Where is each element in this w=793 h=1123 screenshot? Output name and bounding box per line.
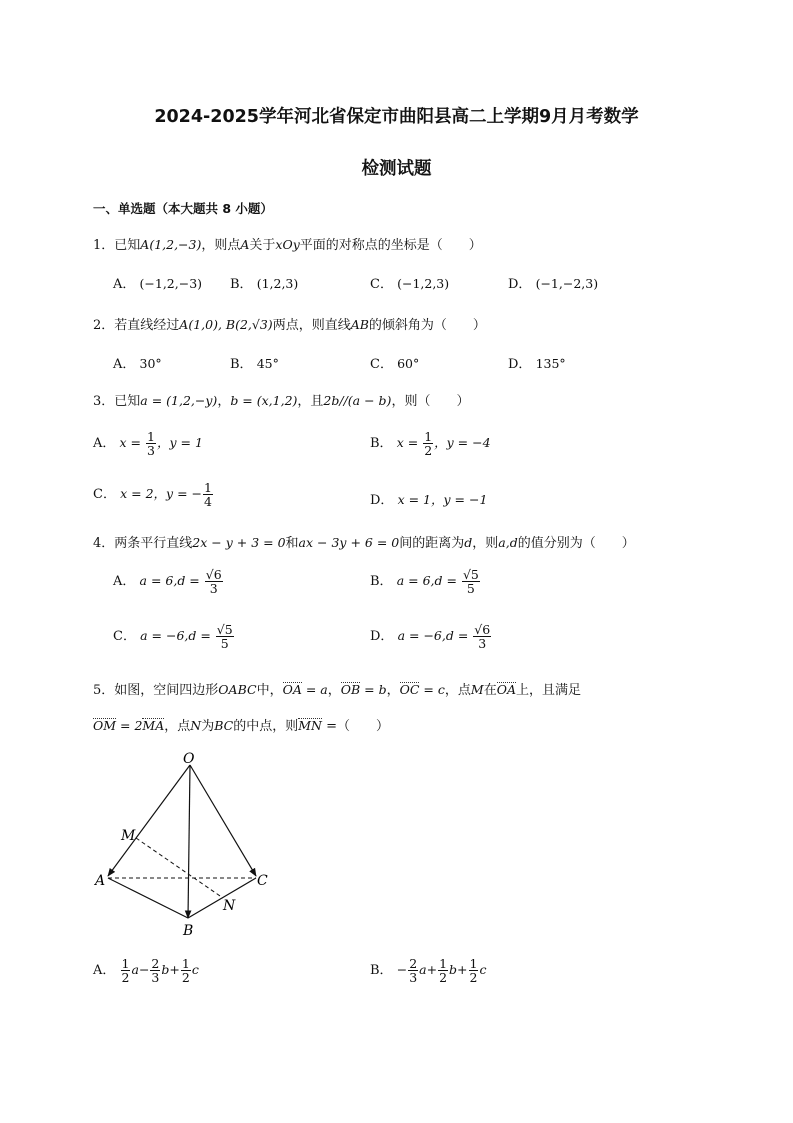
label-A: A <box>95 873 106 889</box>
frac-den: 2 <box>424 443 433 458</box>
option-value: 60° <box>397 356 420 371</box>
fraction <box>408 957 418 984</box>
q3-vector-a: a = (1,2,−y) <box>140 393 218 408</box>
frac-num: √5 <box>216 622 233 637</box>
q2-option-d[interactable] <box>508 353 566 372</box>
frac-num: √5 <box>462 567 479 582</box>
q5-text-f: ，点 <box>164 719 191 734</box>
frac-num: 1 <box>439 956 448 971</box>
q5-eq-b: = b <box>360 682 387 697</box>
q3-vector-b: b = (x,1,2) <box>230 393 298 408</box>
q5-text-b: 中， <box>256 683 283 698</box>
option-value: 30° <box>139 356 162 371</box>
option-value: (1,2,3) <box>256 276 299 291</box>
option-x: x = <box>396 435 423 450</box>
frac-num: 1 <box>147 429 155 444</box>
option-value: 135° <box>535 356 566 371</box>
frac-den: 2 <box>469 970 478 985</box>
q5-option-a[interactable] <box>93 957 199 984</box>
q3-number: 3． <box>93 394 115 409</box>
fraction <box>150 957 160 984</box>
q5-eq-c: = c <box>419 682 445 697</box>
option-label: B． <box>230 277 253 292</box>
q5-vec-OA: OA <box>282 682 302 697</box>
option-x: x = 1 <box>397 492 432 507</box>
q3-text-b: ，且 <box>297 394 324 409</box>
frac-den: 2 <box>181 970 190 985</box>
q4-option-c[interactable] <box>113 623 235 650</box>
frac-num: √6 <box>205 567 222 582</box>
q4-eq1: 2x − y + 3 = 0 <box>192 535 286 550</box>
title-line-1: 2024-2025学年河北省保定市曲阳县高二上学期9月月考数学 <box>154 107 639 127</box>
vector-a: a <box>419 962 427 977</box>
frac-num: 1 <box>181 956 190 971</box>
q5-OABC: OABC <box>218 682 257 697</box>
option-pre: a = 6,d = <box>396 573 461 588</box>
q2-AB: AB <box>350 317 369 332</box>
q5-eq-m: = 2 <box>116 718 143 733</box>
q5-vec-OM: OM <box>93 718 117 733</box>
q3-option-d[interactable] <box>370 489 487 508</box>
tetrahedron-figure <box>90 748 280 938</box>
question-3 <box>93 390 469 409</box>
q2-points: A(1,0), B(2,√3) <box>179 317 273 332</box>
label-C: C <box>257 873 268 889</box>
label-M: M <box>121 828 136 844</box>
q2-text-b: 两点，则直线 <box>272 318 351 333</box>
option-label: C． <box>113 629 136 644</box>
q2-option-a[interactable] <box>113 353 162 372</box>
q5-text-i: =（ ） <box>321 719 389 734</box>
edge-OC <box>190 765 256 876</box>
q3-sep: ， <box>217 394 231 409</box>
option-x: x = <box>119 435 146 450</box>
fraction <box>462 568 480 595</box>
frac-num: 1 <box>204 480 212 495</box>
q4-d: d <box>464 535 473 550</box>
edge-OB <box>188 765 190 918</box>
q4-number: 4． <box>93 536 115 551</box>
q4-text-e: 的值分别为（ ） <box>517 536 635 551</box>
fraction <box>181 957 191 984</box>
title-line-2: 检测试题 <box>361 159 432 179</box>
q4-text-c: 间的距离为 <box>399 536 465 551</box>
fraction <box>203 481 213 508</box>
frac-den: 3 <box>209 581 218 596</box>
option-value: 45° <box>256 356 279 371</box>
question-5-line-1: 5．如图，空间四边形OABC中，OA = a，OB = b，OC = c，点M在OA上，且满足 <box>93 682 582 698</box>
q1-option-a[interactable] <box>113 273 202 292</box>
q4-option-b[interactable] <box>370 568 481 595</box>
vector-a: a <box>131 962 139 977</box>
q5-vec-OC: OC <box>399 682 420 697</box>
option-label: B． <box>370 436 393 451</box>
option-pre: a = 6,d = <box>139 573 204 588</box>
option-label: A． <box>93 436 116 451</box>
frac-den: 3 <box>409 970 418 985</box>
q5-eq-a: = a <box>301 682 328 697</box>
option-pre: a = −6,d = <box>397 628 473 643</box>
q1-option-d[interactable] <box>508 273 598 292</box>
q5-vec-MN: MN <box>298 718 322 733</box>
fraction <box>469 957 479 984</box>
vector-c: c <box>191 962 199 977</box>
q1-text-d: 平面的对称点的坐标是（ ） <box>299 238 482 253</box>
q1-point: A(1,2,−3) <box>140 237 202 252</box>
option-label: D． <box>370 629 394 644</box>
operator: − <box>138 962 150 977</box>
fraction <box>216 623 234 650</box>
frac-den: 5 <box>220 636 229 651</box>
q3-condition: 2b//(a − b) <box>323 393 392 408</box>
q5-vec-MA: MA <box>142 718 165 733</box>
option-label: D． <box>370 493 394 508</box>
frac-num: 1 <box>121 956 130 971</box>
q5-text-h: 的中点，则 <box>233 719 299 734</box>
q3-option-b[interactable] <box>370 430 491 457</box>
q5-text-d: 在 <box>483 683 497 698</box>
option-value: (−1,2,3) <box>397 276 450 291</box>
option-y: ，y = −1 <box>431 492 488 507</box>
q4-eq2: ax − 3y + 6 = 0 <box>298 535 400 550</box>
q5-option-b[interactable] <box>370 957 487 984</box>
q5-text-e: 上，且满足 <box>516 683 582 698</box>
q4-option-d[interactable] <box>370 623 492 650</box>
operator: + <box>457 962 468 977</box>
q4-ad: a,d <box>498 535 518 550</box>
q3-text-a: 已知 <box>114 394 141 409</box>
label-O: O <box>183 751 195 767</box>
option-label: C． <box>93 487 116 502</box>
vector-b: b <box>449 962 458 977</box>
option-lead: − <box>396 962 408 977</box>
option-value: (−1,2,−3) <box>139 276 203 291</box>
q5-vec-OB: OB <box>340 682 361 697</box>
section-heading: 一、单选题（本大题共 8 小题） <box>93 201 273 216</box>
operator: + <box>426 962 438 977</box>
q1-option-b[interactable] <box>230 273 298 292</box>
fraction <box>146 430 156 457</box>
vector-c: c <box>479 962 487 977</box>
label-B: B <box>183 923 194 938</box>
question-5-line-2 <box>93 715 389 734</box>
q2-number: 2． <box>93 318 115 333</box>
q3-option-c[interactable] <box>93 481 214 508</box>
q1-plane: xOy <box>275 237 300 252</box>
option-label: A． <box>113 357 136 372</box>
option-label: A． <box>113 277 136 292</box>
q4-option-a[interactable] <box>113 568 224 595</box>
q5-text-c: ，点 <box>444 683 471 698</box>
frac-den: 2 <box>121 970 130 985</box>
option-value: (−1,−2,3) <box>535 276 599 291</box>
option-label: D． <box>508 277 532 292</box>
option-x: x = 2 <box>120 486 154 501</box>
q5-N: N <box>190 718 202 733</box>
edge-AB <box>108 878 188 918</box>
frac-num: √6 <box>474 622 491 637</box>
frac-den: 3 <box>151 970 160 985</box>
option-label: B． <box>370 963 393 978</box>
q5-number: 5． <box>93 683 115 698</box>
q4-text-a: 两条平行直线 <box>114 536 193 551</box>
q4-text-d: ，则 <box>472 536 499 551</box>
frac-den: 2 <box>439 970 448 985</box>
frac-den: 3 <box>147 443 155 458</box>
q2-option-b[interactable] <box>230 353 279 372</box>
fraction <box>438 957 448 984</box>
q5-text-g: 为 <box>201 719 215 734</box>
q2-text-c: 的倾斜角为（ ） <box>368 318 486 333</box>
q1-number: 1． <box>93 238 115 253</box>
option-label: D． <box>508 357 532 372</box>
segment-MN-hidden <box>136 838 223 898</box>
frac-num: 2 <box>409 956 418 971</box>
option-y: ，y = 1 <box>156 435 203 450</box>
fraction <box>473 623 491 650</box>
q1-text-b: ，则点 <box>201 238 241 253</box>
fraction <box>423 430 433 457</box>
option-label: C． <box>370 357 393 372</box>
q3-option-a[interactable] <box>93 430 203 457</box>
q5-BC: BC <box>214 718 234 733</box>
option-label: A． <box>93 963 116 978</box>
frac-den: 5 <box>466 581 475 596</box>
question-4 <box>93 532 635 551</box>
frac-den: 4 <box>204 494 212 509</box>
option-label: C． <box>370 277 393 292</box>
operator: + <box>169 962 180 977</box>
q3-text-c: ，则（ ） <box>391 394 470 409</box>
label-N: N <box>223 898 236 914</box>
q2-text-a: 若直线经过 <box>114 318 180 333</box>
q2-option-c[interactable] <box>370 353 419 372</box>
edge-OA <box>108 765 190 876</box>
fraction <box>205 568 223 595</box>
q1-A: A <box>240 237 250 252</box>
option-pre: a = −6,d = <box>140 628 215 643</box>
frac-den: 3 <box>478 636 487 651</box>
option-y: ，y = −4 <box>434 435 491 450</box>
option-y: ，y = − <box>153 486 202 501</box>
vector-b: b <box>161 962 170 977</box>
question-2 <box>93 314 486 333</box>
q5-M: M <box>470 682 484 697</box>
question-1 <box>93 234 482 253</box>
option-label: B． <box>370 574 393 589</box>
q1-text-a: 已知 <box>114 238 141 253</box>
q1-option-c[interactable] <box>370 273 449 292</box>
q5-text-a: 如图，空间四边形 <box>114 683 219 698</box>
frac-num: 2 <box>151 956 160 971</box>
fraction <box>121 957 131 984</box>
frac-num: 1 <box>424 429 433 444</box>
option-label: A． <box>113 574 136 589</box>
option-label: B． <box>230 357 253 372</box>
q5-vec-OA-2: OA <box>496 682 516 697</box>
frac-num: 1 <box>469 956 478 971</box>
q4-text-b: 和 <box>285 536 299 551</box>
q1-text-c: 关于 <box>249 238 276 253</box>
edge-BC <box>188 878 256 918</box>
